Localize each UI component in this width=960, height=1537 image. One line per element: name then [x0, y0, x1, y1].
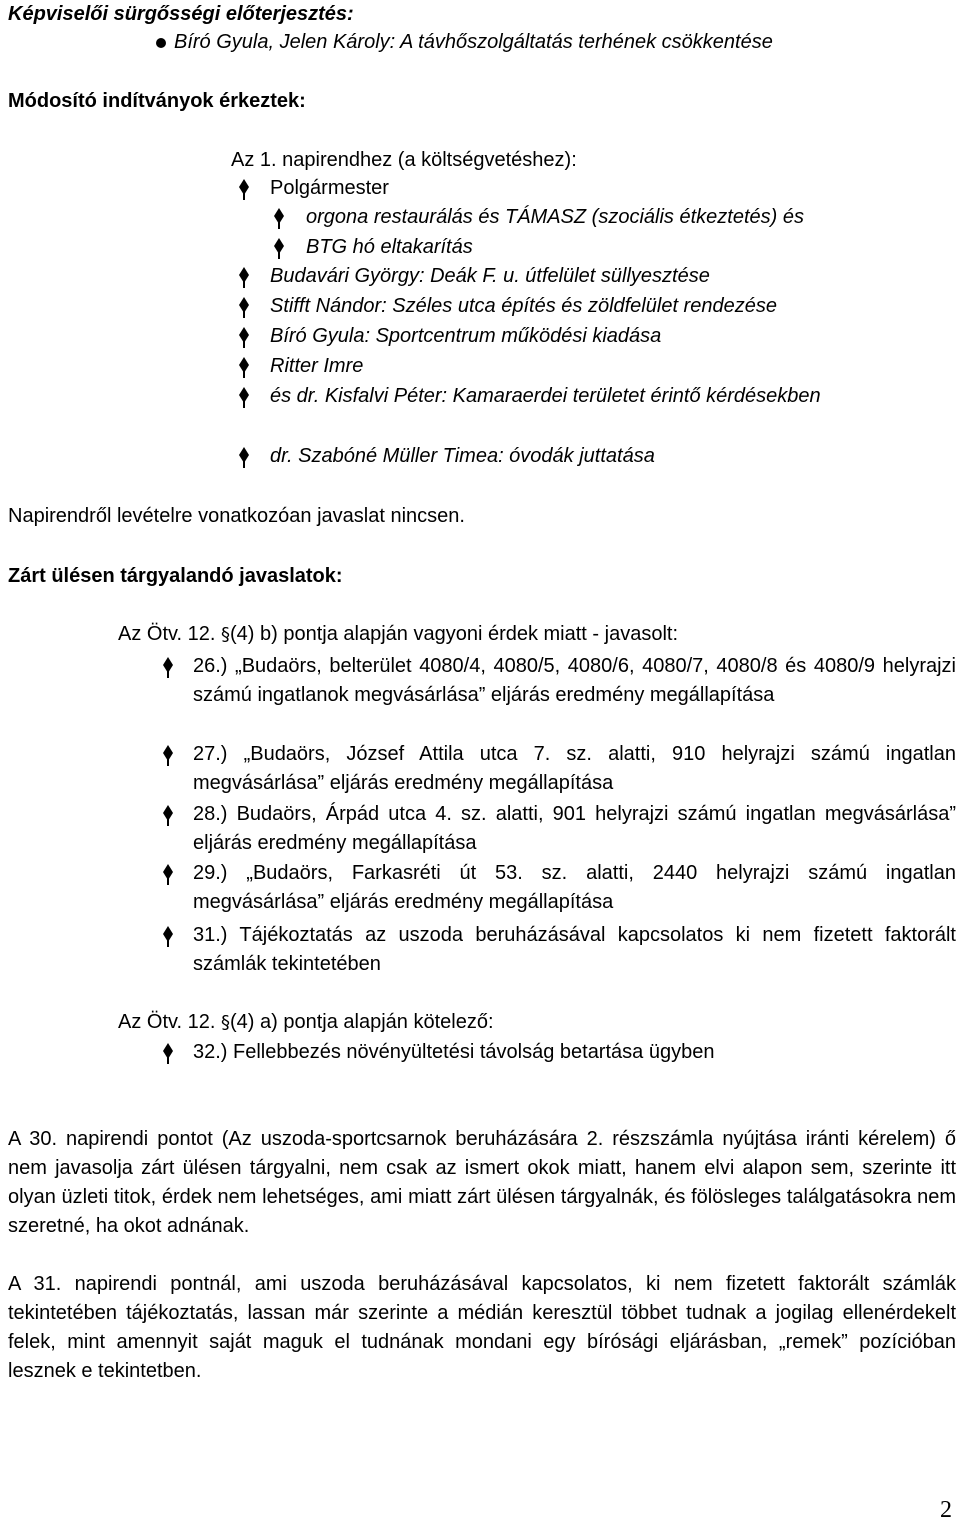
section-a-title-suffix: kötelező: — [407, 1011, 494, 1033]
list-item-kisfalvi: és dr. Kisfalvi Péter: Kamaraerdei területet érintő kérdésekben — [270, 385, 821, 407]
list-item-ritter: Ritter Imre — [270, 355, 364, 377]
urgent-proposal-heading: Képviselői sürgősségi előterjesztés: — [8, 3, 354, 25]
section-a-title-prefix: Az Ötv. 12. — [118, 1011, 221, 1033]
page-number: 2 — [940, 1497, 952, 1523]
paragraph-item-30: A 30. napirendi pontot (Az uszoda-sportcsarnok beruházására 2. részszámla nyújtása iránti kérelem) ő nem javasolja zárt ülésen tárgyalni, nem csak az ismert okok miatt, hanem elvi alapon sem, szerinte itt olyan üzleti titok, érdek nem lehetséges, ami miatt zárt ülésen tárgyalnák, és fölösleges találgatásokra nem szeretné, ha okot adnának. — [8, 1128, 956, 1237]
section-a-title — [118, 1008, 494, 1037]
list-item-stifft: Stifft Nándor: Széles utca építés és zöldfelület rendezése — [270, 295, 777, 317]
section-b-title-ref: (4) b) pontja alapján — [230, 623, 408, 645]
closed-session-heading: Zárt ülésen tárgyalandó javaslatok: — [8, 565, 343, 587]
section-a-title-ref: (4) a) pontja alapján — [230, 1011, 408, 1033]
amendments-heading: Módosító indítványok érkeztek: — [8, 90, 306, 112]
closed-item-29: 29.) „Budaörs, Farkasréti út 53. sz. alatti, 2440 helyrajzi számú ingatlan megvásárlása” eljárás eredmény megállapítása — [193, 862, 956, 913]
diamond-bullet-icon — [237, 295, 251, 319]
diamond-bullet-icon — [161, 1041, 175, 1065]
diamond-bullet-icon — [161, 743, 175, 767]
closed-item-32: 32.) Fellebbezés növényültetési távolság betartása ügyben — [193, 1041, 715, 1063]
urgent-proposal-item: Bíró Gyula, Jelen Károly: A távhőszolgáltatás terhének csökkentése — [174, 31, 773, 53]
list-item-budavari: Budavári György: Deák F. u. útfelület süllyesztése — [270, 265, 710, 287]
closed-item-28: 28.) Budaörs, Árpád utca 4. sz. alatti, 901 helyrajzi számú ingatlan megvásárlása” eljárás eredmény megállapítása — [193, 803, 956, 854]
diamond-bullet-icon — [237, 325, 251, 349]
closed-item-31: 31.) Tájékoztatás az uszoda beruházásával kapcsolatos ki nem fizetett faktorált számlák tekintetében — [193, 924, 956, 975]
section-b-title — [118, 620, 678, 649]
diamond-bullet-icon — [237, 445, 251, 469]
section-b-title-prefix: Az Ötv. 12. — [118, 623, 221, 645]
diamond-bullet-icon — [237, 355, 251, 379]
diamond-bullet-icon — [161, 862, 175, 886]
list-item-biro: Bíró Gyula: Sportcentrum működési kiadása — [270, 325, 662, 347]
section-sign-icon: § — [221, 1012, 230, 1033]
closed-item-27: 27.) „Budaörs, József Attila utca 7. sz. alatti, 910 helyrajzi számú ingatlan megvásárlása” eljárás eredmény megállapítása — [193, 743, 956, 794]
list-subitem-snow: BTG hó eltakarítás — [306, 236, 473, 258]
diamond-bullet-icon — [272, 206, 286, 230]
paragraph-item-31: A 31. napirendi pontnál, ami uszoda beruházásával kapcsolatos, ki nem fizetett faktorált számlák tekintetében tájékoztatás, lassan már szerinte a médián keresztül többet tudnak a jogilag ellenérdekelt felek, mint amennyit saját maguk el tudnának mondani egy bírósági eljárásban, „remek” pozícióban lesznek e tekintetben. — [8, 1273, 956, 1382]
agenda-1-title: Az 1. napirendhez (a költségvetéshez): — [231, 149, 577, 171]
diamond-bullet-icon — [161, 924, 175, 948]
section-sign-icon: § — [221, 624, 230, 645]
diamond-bullet-icon — [237, 265, 251, 289]
list-item-szabone: dr. Szabóné Müller Timea: óvodák juttatása — [270, 445, 655, 467]
diamond-bullet-icon — [161, 655, 175, 679]
no-removal-note: Napirendről levételre vonatkozóan javaslat nincsen. — [8, 505, 465, 527]
diamond-bullet-icon — [272, 236, 286, 260]
dot-bullet-icon — [156, 38, 166, 48]
diamond-bullet-icon — [161, 803, 175, 827]
section-b-title-suffix: vagyoni érdek miatt - javasolt: — [407, 623, 679, 645]
diamond-bullet-icon — [237, 177, 251, 201]
closed-item-26: 26.) „Budaörs, belterület 4080/4, 4080/5, 4080/6, 4080/7, 4080/8 és 4080/9 helyrajzi számú ingatlanok megvásárlása” eljárás eredmény megállapítása — [193, 655, 956, 706]
list-item-mayor: Polgármester — [270, 177, 389, 199]
diamond-bullet-icon — [237, 385, 251, 409]
list-subitem-organ: orgona restaurálás és TÁMASZ (szociális étkeztetés) és — [306, 206, 804, 228]
